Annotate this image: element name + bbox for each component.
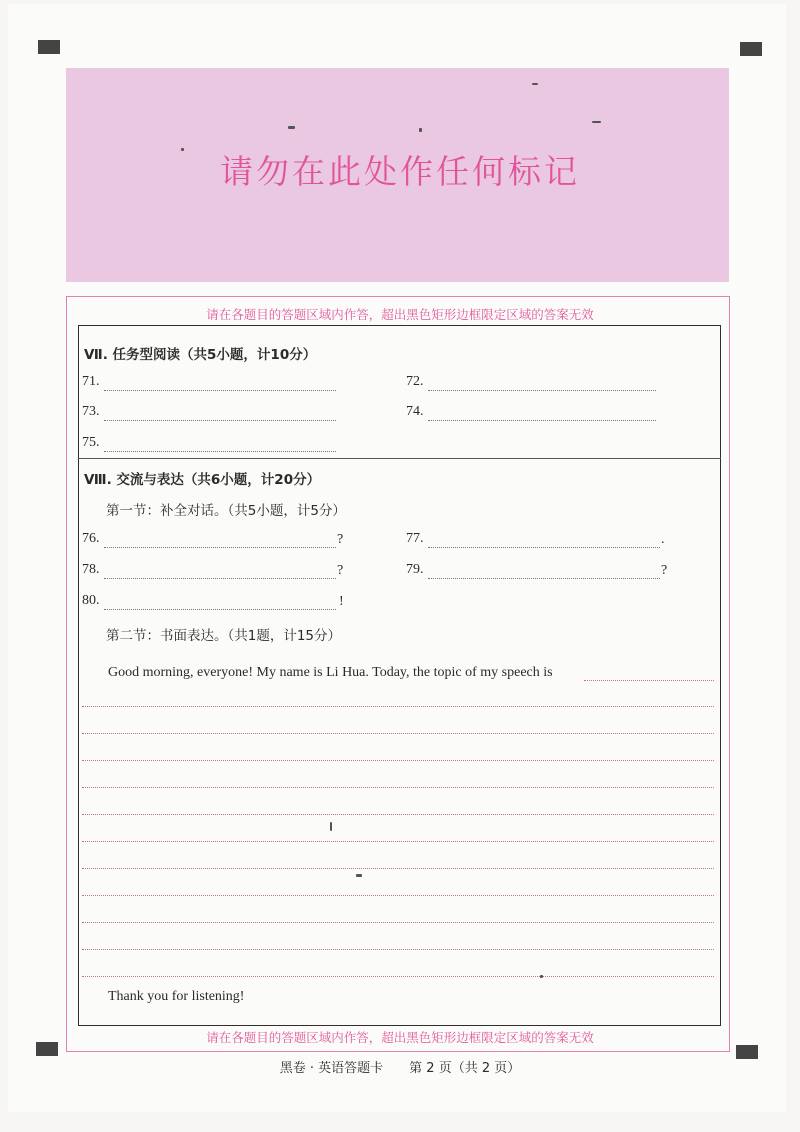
essay-topic-line[interactable] [584, 680, 714, 681]
question-77-label: 77. [406, 531, 424, 546]
question-79-label: 79. [406, 562, 424, 577]
section7-title: Ⅶ. 任务型阅读（共5小题，计10分） [84, 347, 317, 363]
question-77-end: . [661, 532, 665, 547]
question-74-label: 74. [406, 404, 424, 419]
question-72-label: 72. [406, 374, 424, 389]
answer-line-80[interactable] [104, 609, 336, 610]
writing-line[interactable] [82, 868, 714, 869]
writing-line[interactable] [82, 814, 714, 815]
writing-line[interactable] [82, 895, 714, 896]
writing-line[interactable] [82, 787, 714, 788]
writing-line[interactable] [82, 949, 714, 950]
answer-line-75[interactable] [104, 451, 336, 452]
question-79-end: ? [661, 563, 668, 578]
question-78-end: ? [337, 563, 344, 578]
answer-line-76[interactable] [104, 547, 336, 548]
answer-line-73[interactable] [104, 420, 336, 421]
essay-opening: Good morning, everyone! My name is Li Hua. Today, the topic of my speech is [108, 665, 553, 680]
answer-line-79[interactable] [428, 578, 660, 579]
answer-line-77[interactable] [428, 547, 660, 548]
part1-title: 第一节：补全对话。（共5小题，计5分） [106, 503, 346, 519]
writing-line[interactable] [82, 922, 714, 923]
writing-line[interactable] [82, 976, 714, 977]
answer-line-74[interactable] [428, 420, 656, 421]
question-71-label: 71. [82, 374, 100, 389]
question-75-label: 75. [82, 435, 100, 450]
section8-title: Ⅷ. 交流与表达（共6小题，计20分） [84, 472, 321, 488]
question-73-label: 73. [82, 404, 100, 419]
registration-mark-top-right [740, 42, 762, 56]
section-divider [78, 458, 721, 459]
writing-line[interactable] [82, 706, 714, 707]
bottom-warning: 请在各题目的答题区域内作答，超出黑色矩形边框限定区域的答案无效 [206, 1030, 594, 1045]
writing-line[interactable] [82, 733, 714, 734]
question-80-label: 80. [82, 593, 100, 608]
registration-mark-top-left [38, 40, 60, 54]
answer-line-78[interactable] [104, 578, 336, 579]
page-footer: 黑卷 · 英语答题卡 第 2 页（共 2 页） [279, 1061, 521, 1076]
question-80-end: ! [339, 594, 344, 609]
no-mark-notice: 请勿在此处作任何标记 [220, 152, 580, 191]
writing-line[interactable] [82, 841, 714, 842]
top-warning: 请在各题目的答题区域内作答，超出黑色矩形边框限定区域的答案无效 [206, 307, 594, 322]
answer-line-72[interactable] [428, 390, 656, 391]
writing-line[interactable] [82, 760, 714, 761]
part2-title: 第二节：书面表达。（共1题，计15分） [106, 628, 342, 644]
question-76-end: ? [337, 532, 344, 547]
question-78-label: 78. [82, 562, 100, 577]
question-76-label: 76. [82, 531, 100, 546]
answer-line-71[interactable] [104, 390, 336, 391]
essay-closing: Thank you for listening! [108, 989, 245, 1004]
